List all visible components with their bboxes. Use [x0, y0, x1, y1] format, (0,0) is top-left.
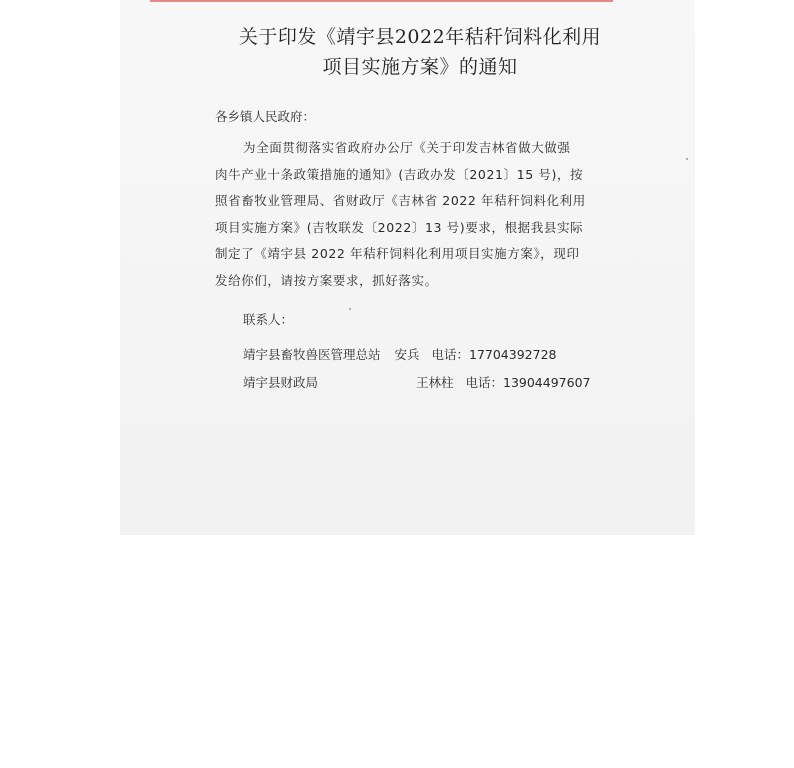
contact-person: 王林柱: [416, 375, 454, 390]
document-title: [160, 22, 680, 82]
paragraph-line: 项目实施方案》(吉牧联发〔2022〕13 号)要求，根据我县实际: [215, 219, 584, 235]
contact-person: 安兵: [394, 347, 420, 362]
paragraph-line: 为全面贯彻落实省政府办公厅《关于印发吉林省做大做强: [243, 140, 571, 155]
contact-label: 联系人：: [243, 312, 294, 327]
red-header-rule: [150, 0, 613, 2]
paragraph-line: 肉牛产业十条政策措施的通知》(吉政办发〔2021〕15 号)，按: [215, 166, 584, 182]
paragraph-line: 制定了《靖宇县 2022 年秸秆饲料化利用项目实施方案》，现印: [215, 246, 580, 261]
paragraph-line: 照省畜牧业管理局、省财政厅《吉林省 2022 年秸秆饲料化利用: [215, 193, 586, 208]
title-line-1: 关于印发《靖宇县2022年秸秆饲料化利用: [238, 26, 602, 48]
scan-speck: [686, 158, 688, 160]
paragraph-line: 发给你们，请按方案要求，抓好落实。: [215, 272, 438, 288]
title-line-2: 项目实施方案》的通知: [322, 56, 518, 78]
contact-person-group: [416, 373, 590, 391]
contact-row: [243, 373, 591, 391]
contact-row: [243, 345, 556, 363]
contact-phone: 电话：13904497607: [465, 375, 591, 390]
contact-org: 靖宇县财政局: [243, 375, 319, 390]
salutation: 各乡镇人民政府：: [215, 109, 316, 124]
contact-org: 靖宇县畜牧兽医管理总站: [243, 347, 381, 362]
contact-phone: 电话：17704392728: [431, 347, 557, 362]
scan-speck: [349, 308, 351, 310]
main-paragraph: [215, 135, 625, 294]
